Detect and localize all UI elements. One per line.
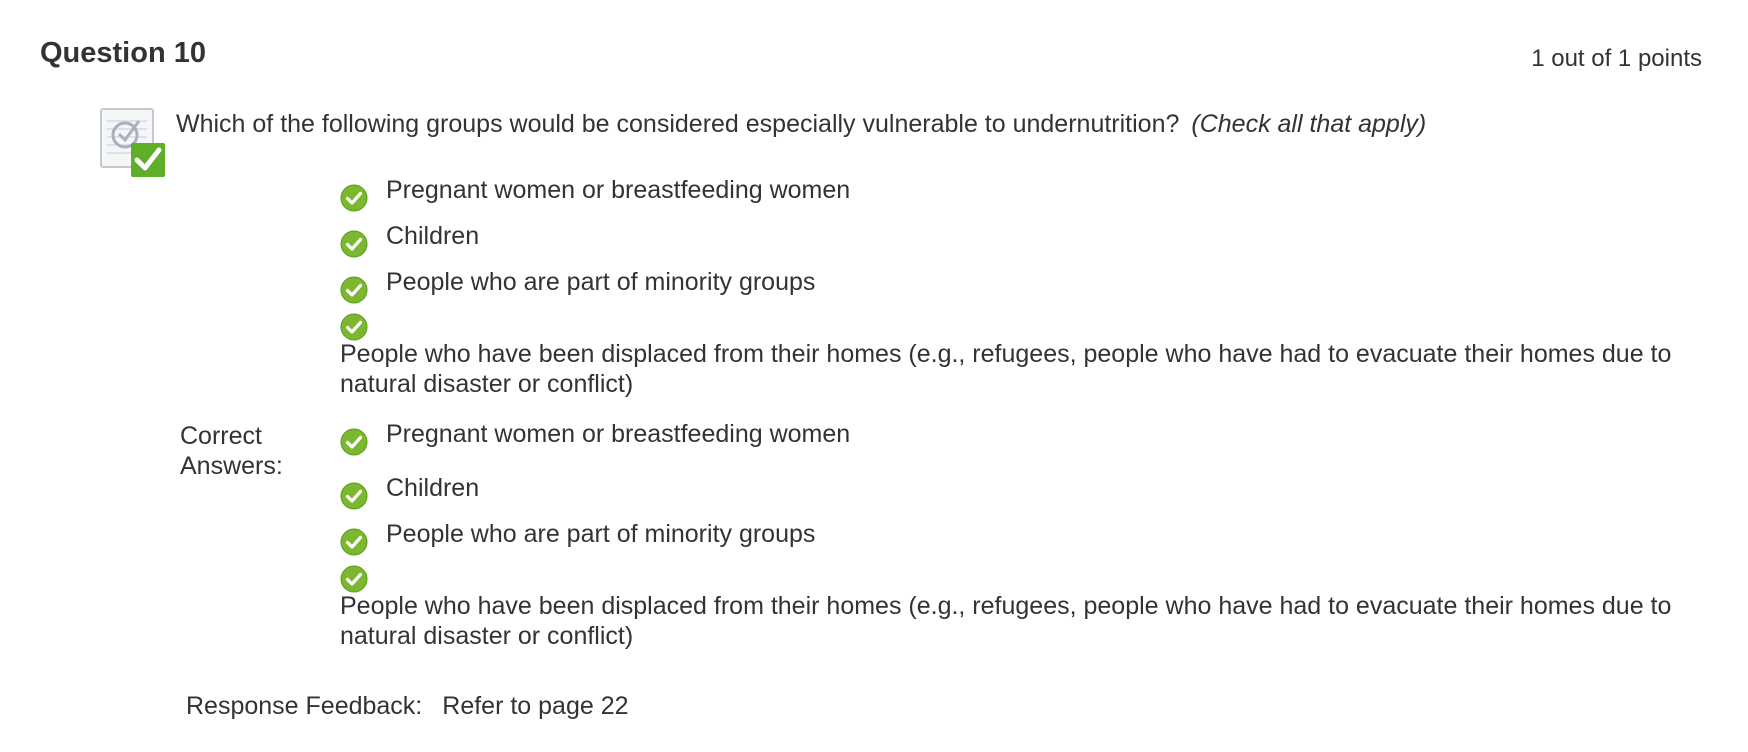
correct-answer-label: Pregnant women or breastfeeding women [386,420,851,448]
correct-multiple-answer-icon [99,107,171,179]
correct-answer-item [340,519,1680,549]
green-check-icon [340,482,368,510]
correct-answer-label: People who have been displaced from their homes (e.g., refugees, people who have had to evacuate their homes due to natural disaster or conflict) [340,592,1672,650]
selected-answer-label: Pregnant women or breastfeeding women [386,176,851,204]
correct-answer-label: People who are part of minority groups [386,520,816,548]
question-prompt: Which of the following groups would be considered especially vulnerable to undernutrition? [176,110,1180,138]
question-instructions: (Check all that apply) [1191,110,1427,138]
selected-answer-label: People who are part of minority groups [386,268,816,296]
green-check-icon [340,428,368,456]
green-check-icon [340,276,368,304]
selected-answer-item [340,175,1680,205]
green-check-icon [340,313,368,341]
response-feedback-value: Refer to page 22 [442,692,629,720]
correct-answer-item [340,565,1680,651]
selected-answers-list [340,175,1680,415]
selected-answer-item [340,313,1680,399]
selected-answer-item [340,267,1680,297]
question-text [176,109,1426,139]
correct-answer-label: Children [386,474,480,502]
points-score: 1 out of 1 points [1531,45,1702,72]
correct-answers-list [340,419,1680,667]
correct-answer-item [340,473,1680,503]
selected-answer-label: People who have been displaced from their homes (e.g., refugees, people who have had to evacuate their homes due to natural disaster or conflict) [340,340,1672,398]
correct-answer-item [340,419,1680,449]
green-check-icon [340,230,368,258]
response-feedback [186,691,629,721]
correct-answers-label: Correct Answers: [180,422,283,480]
green-check-icon [340,184,368,212]
selected-answer-label: Children [386,222,480,250]
selected-answer-item [340,221,1680,251]
green-check-icon [340,528,368,556]
green-check-icon [340,565,368,593]
question-title: Question 10 [40,37,206,69]
response-feedback-label: Response Feedback: [186,692,423,720]
